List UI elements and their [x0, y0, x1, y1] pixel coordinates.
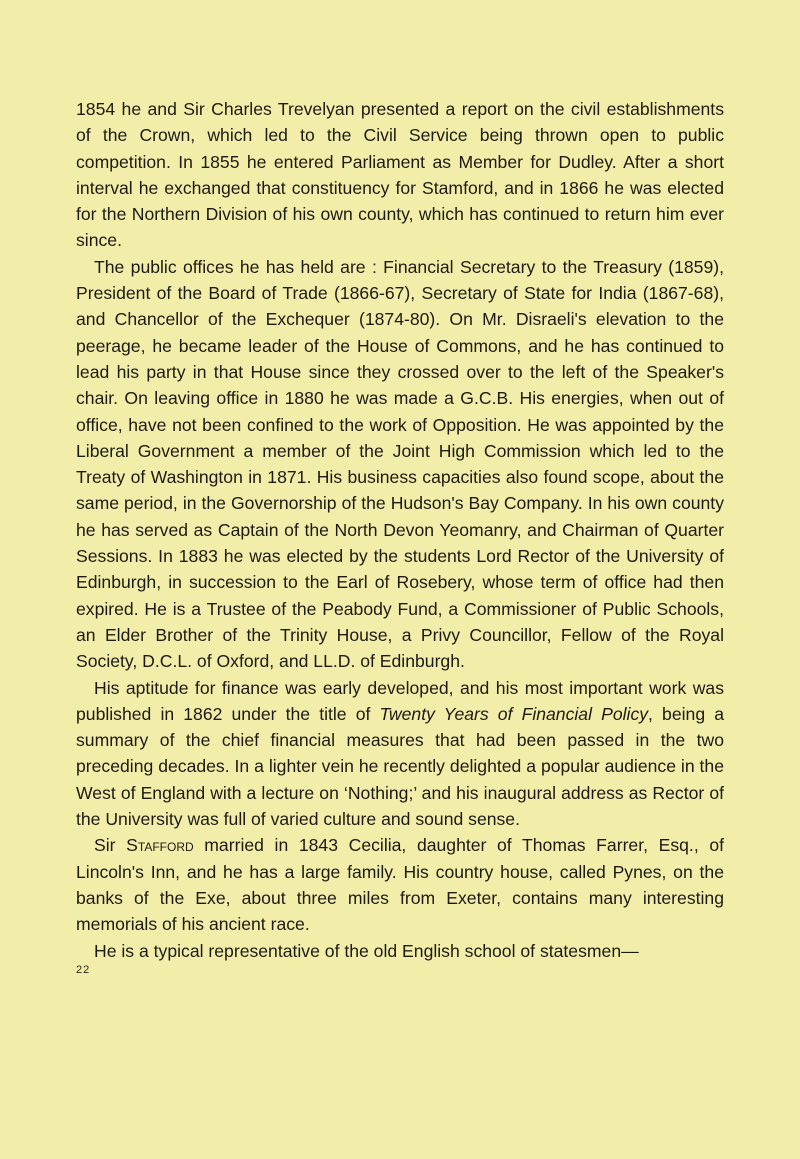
paragraph-finance-rest: , being a summary of the chief financial measures that had been passed in the two preceding decades. In a lighter vein he recently delighted a popular audience in the West of England with a lecture on ‘Nothing;’ and his inaugural address as Rector of the University was full of varied culture and sound sense. [76, 703, 725, 830]
paragraph-finance-lead: His aptitude for finance was early developed, and his most important work was published in 1862 under the title of [76, 677, 724, 724]
name-small-caps: Stafford [126, 835, 194, 856]
paragraph-public-offices: The public offices he has held are : Financial Secretary to the Treasury (1859), President of the Board of Trade (1866-67), Secretary of State for India (1867-68), and Chancellor of the Exchequer (1874-80). On Mr. Disraeli's elevation to the peerage, he became leader of the House of Commons, and he has continued to lead his party in that House since they crossed over to the left of the Speaker's chair. On leaving office in 1880 he was made a G.C.B. His energies, when out of office, have not been confined to the work of Opposition. He was appointed by the Liberal Government a member of the Joint High Commission which led to the Treaty of Washington in 1871. His business capacities also found scope, about the same period, in the Governorship of the Hudson's Bay Company. In his own county he has served as Captain of the North Devon Yeomanry, and Chairman of Quarter Sessions. In 1883 he was elected by the students Lord Rector of the University of Edinburgh, in succession to the Earl of Rosebery, whose term of office had then expired. He is a Trustee of the Peabody Fund, a Commissioner of Public Schools, an Elder Brother of the Trinity House, a Privy Councillor, Fellow of the Royal Society, D.C.L. of Oxford, and LL.D. of Edinburgh. [76, 256, 724, 672]
paragraph-marriage-lead: Sir [94, 835, 127, 856]
paragraph-statesman: He is a typical representative of the old English school of statesmen— [94, 940, 639, 961]
paragraph-marriage [76, 832, 724, 937]
page-body [76, 96, 724, 976]
page-number: 22 [76, 963, 91, 976]
paragraph-finance [76, 675, 724, 833]
paragraph-marriage-rest: married in 1843 Cecilia, daughter of Thomas Farrer, Esq., of Lincoln's Inn, and he has a large family. His country house, called Pynes, on the banks of the Exe, about three miles from Exeter, contains many interesting memorials of his ancient race. [76, 835, 725, 935]
paragraph-civil-service: 1854 he and Sir Charles Trevelyan presented a report on the civil establishments of the Crown, which led to the Civil Service being thrown open to public competition. In 1855 he entered Parliament as Member for Dudley. After a short interval he exchanged that constituency for Stamford, and in 1866 he was elected for the Northern Division of his own county, which has continued to return him ever since. [76, 99, 724, 251]
book-title: Twenty Years of Financial Policy [379, 703, 649, 724]
